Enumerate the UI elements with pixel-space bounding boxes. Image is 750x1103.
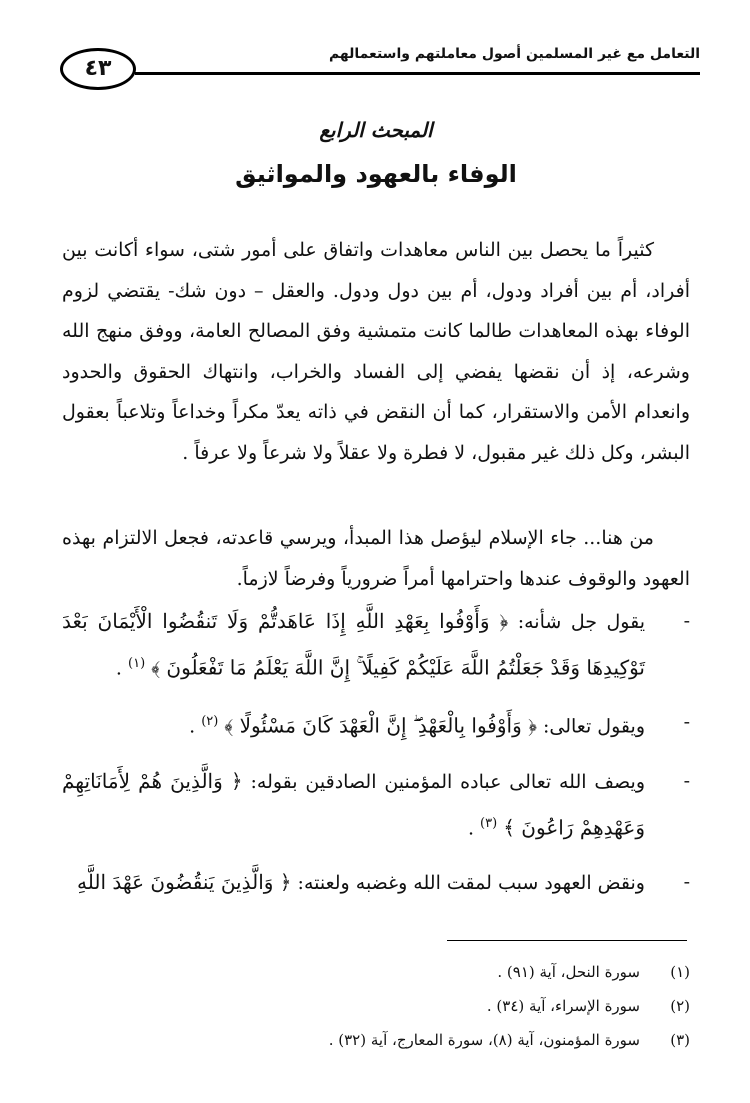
quran-quote: ﴿ وَالَّذِينَ يَنقُضُونَ عَهْدَ اللَّهِ (77, 869, 292, 894)
footnote-ref[interactable]: (٣) (480, 815, 498, 831)
bullet-intro: ونقض العهود سبب لمقت الله وغضبه ولعنته: (291, 871, 645, 894)
list-dash: - (683, 711, 690, 734)
body-paragraph: كثيراً ما يحصل بين الناس معاهدات واتفاق على أمور شتى، سواء أكانت بين أفراد، أم بين أفراد ودول، أم بين دول ودول. والعقل – دون شك- يقتضي لزوم الوفاء بهذه المعاهدات طالما كانت متمشية وفق المصالح العامة، ووفق منهج الله وشرعه، إذ أن نقضها يفضي إلى الفساد والخراب، وانتهاك الحقوق والحدود وانعدام الأمن والاستقرار، كما أن النقض في ذاته يعدّ مكراً وخداعاً وتلاعباً بعقول البشر، وكل ذلك غير مقبول، لا فطرة ولا عقلاً ولا شرعاً ولا عرفاً . (62, 239, 690, 464)
section-label: المبحث الرابع (319, 118, 433, 142)
footnote-rule (447, 940, 687, 941)
running-title: التعامل مع غير المسلمين أصول معاملتهم واستعمالهم (328, 46, 700, 62)
quran-quote: ﴿ وَأَوْفُوا بِالْعَهْدِ ۖ إِنَّ الْعَهْدَ كَانَ مَسْئُولًا ﴾ (224, 713, 537, 738)
page-number: ٤٣ (60, 48, 136, 90)
footnote-text: سورة المؤمنون، آية (٨)، سورة المعارج، آية (٣٢) . (328, 1031, 640, 1049)
footnote-number: (٣) (670, 1031, 690, 1049)
header-rule (135, 72, 700, 75)
footnote-text: سورة النحل، آية (٩١) . (497, 963, 640, 981)
bullet-intro: ويصف الله تعالى عباده المؤمنين الصادقين بقوله: (242, 770, 645, 793)
list-item (62, 701, 690, 747)
bullet-end: . (467, 816, 481, 839)
quran-quote: ﴿ وَالَّذِينَ هُمْ لِأَمَانَاتِهِمْ وَعَهْدِهِمْ رَاعُونَ ﴾ (62, 768, 645, 839)
footnote-number: (٢) (670, 997, 690, 1015)
footnote-text: سورة الإسراء، آية (٣٤) . (486, 997, 640, 1015)
body-paragraph: من هنا... جاء الإسلام ليؤصل هذا المبدأ، ويرسي قاعدته، فجعل الالتزام بهذه العهود والوقوف عندها واحترامها أمراً ضرورياً وفرضاً لازماً. (62, 527, 690, 590)
list-dash: - (683, 870, 690, 893)
footnote-number: (١) (670, 963, 690, 981)
list-dash: - (683, 769, 690, 792)
footnote-ref[interactable]: (٢) (201, 714, 219, 730)
footnote (62, 1023, 690, 1057)
list-item (62, 760, 690, 849)
list-dash: - (683, 610, 690, 632)
list-item (62, 600, 690, 689)
footnotes (62, 955, 690, 1057)
bullet-intro: ويقول تعالى: (536, 715, 645, 738)
bullet-intro: يقول جل شأنه: (508, 611, 645, 633)
verse-list (62, 600, 690, 916)
section-title: الوفاء بالعهود والمواثيق (235, 160, 517, 188)
footnote (62, 955, 690, 989)
bullet-end: . (189, 715, 202, 738)
quran-quote: ﴿ وَأَوْفُوا بِعَهْدِ اللَّهِ إِذَا عَاهَدتُّمْ وَلَا تَنقُضُوا الْأَيْمَانَ بَعْدَ تَوْكِيدِهَا وَقَدْ جَعَلْتُمُ اللَّهَ عَلَيْكُمْ كَفِيلًا ۚ إِنَّ اللَّهَ يَعْلَمُ مَا تَفْعَلُونَ ﴾ (62, 609, 645, 680)
footnote (62, 989, 690, 1023)
footnote-ref[interactable]: (١) (128, 656, 146, 671)
bullet-end: . (115, 657, 129, 680)
list-item (62, 861, 690, 904)
running-header (60, 44, 700, 88)
